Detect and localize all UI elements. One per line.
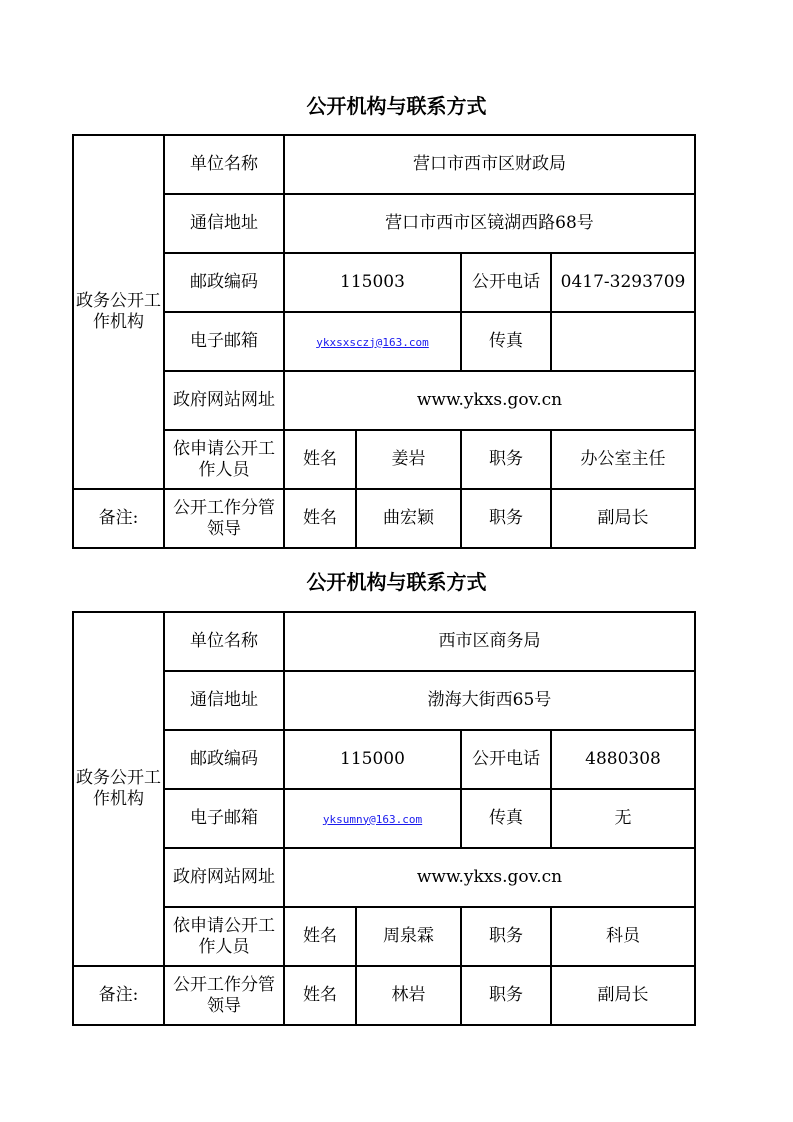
staff-position-label: 职务 — [461, 430, 551, 489]
address-value: 营口市西市区镜湖西路68号 — [284, 194, 695, 253]
leader-label: 公开工作分管领导 — [164, 966, 284, 1025]
leader-position-value: 副局长 — [551, 489, 695, 548]
website-label: 政府网站网址 — [164, 371, 284, 430]
staff-name-value: 姜岩 — [356, 430, 461, 489]
staff-name-label: 姓名 — [284, 430, 356, 489]
unit-name-label: 单位名称 — [164, 135, 284, 194]
website-value: www.ykxs.gov.cn — [284, 848, 695, 907]
leader-position-value: 副局长 — [551, 966, 695, 1025]
leader-position-label: 职务 — [461, 489, 551, 548]
note-label: 备注: — [73, 489, 164, 548]
fax-value — [551, 312, 695, 371]
website-value: www.ykxs.gov.cn — [284, 371, 695, 430]
phone-value: 4880308 — [551, 730, 695, 789]
group-label: 政务公开工作机构 — [73, 135, 164, 489]
website-label: 政府网站网址 — [164, 848, 284, 907]
unit-name-label: 单位名称 — [164, 612, 284, 671]
postcode-value: 115003 — [284, 253, 461, 312]
leader-name-label: 姓名 — [284, 489, 356, 548]
phone-label: 公开电话 — [461, 730, 551, 789]
address-label: 通信地址 — [164, 671, 284, 730]
staff-label: 依申请公开工作人员 — [164, 907, 284, 966]
fax-label: 传真 — [461, 789, 551, 848]
leader-name-value: 林岩 — [356, 966, 461, 1025]
phone-value: 0417-3293709 — [551, 253, 695, 312]
leader-name-label: 姓名 — [284, 966, 356, 1025]
leader-name-value: 曲宏颖 — [356, 489, 461, 548]
section-2-title: 公开机构与联系方式 — [306, 570, 487, 594]
staff-position-value: 办公室主任 — [551, 430, 695, 489]
address-value: 渤海大街西65号 — [284, 671, 695, 730]
staff-name-value: 周泉霖 — [356, 907, 461, 966]
fax-value: 无 — [551, 789, 695, 848]
leader-position-label: 职务 — [461, 966, 551, 1025]
postcode-label: 邮政编码 — [164, 730, 284, 789]
unit-name-value: 营口市西市区财政局 — [284, 135, 695, 194]
group-label: 政务公开工作机构 — [73, 612, 164, 966]
email-link[interactable]: ykxsxsczj@163.com — [316, 335, 429, 349]
fax-label: 传真 — [461, 312, 551, 371]
unit-name-value: 西市区商务局 — [284, 612, 695, 671]
section-1-title: 公开机构与联系方式 — [306, 94, 487, 118]
phone-label: 公开电话 — [461, 253, 551, 312]
staff-position-value: 科员 — [551, 907, 695, 966]
staff-label: 依申请公开工作人员 — [164, 430, 284, 489]
leader-label: 公开工作分管领导 — [164, 489, 284, 548]
email-label: 电子邮箱 — [164, 789, 284, 848]
email-label: 电子邮箱 — [164, 312, 284, 371]
contact-table-2 — [72, 611, 696, 1026]
staff-name-label: 姓名 — [284, 907, 356, 966]
email-cell — [284, 789, 461, 848]
email-link[interactable]: yksumny@163.com — [322, 812, 423, 826]
email-cell — [284, 312, 461, 371]
postcode-label: 邮政编码 — [164, 253, 284, 312]
staff-position-label: 职务 — [461, 907, 551, 966]
address-label: 通信地址 — [164, 194, 284, 253]
postcode-value: 115000 — [284, 730, 461, 789]
contact-table-1 — [72, 134, 696, 549]
note-label: 备注: — [73, 966, 164, 1025]
